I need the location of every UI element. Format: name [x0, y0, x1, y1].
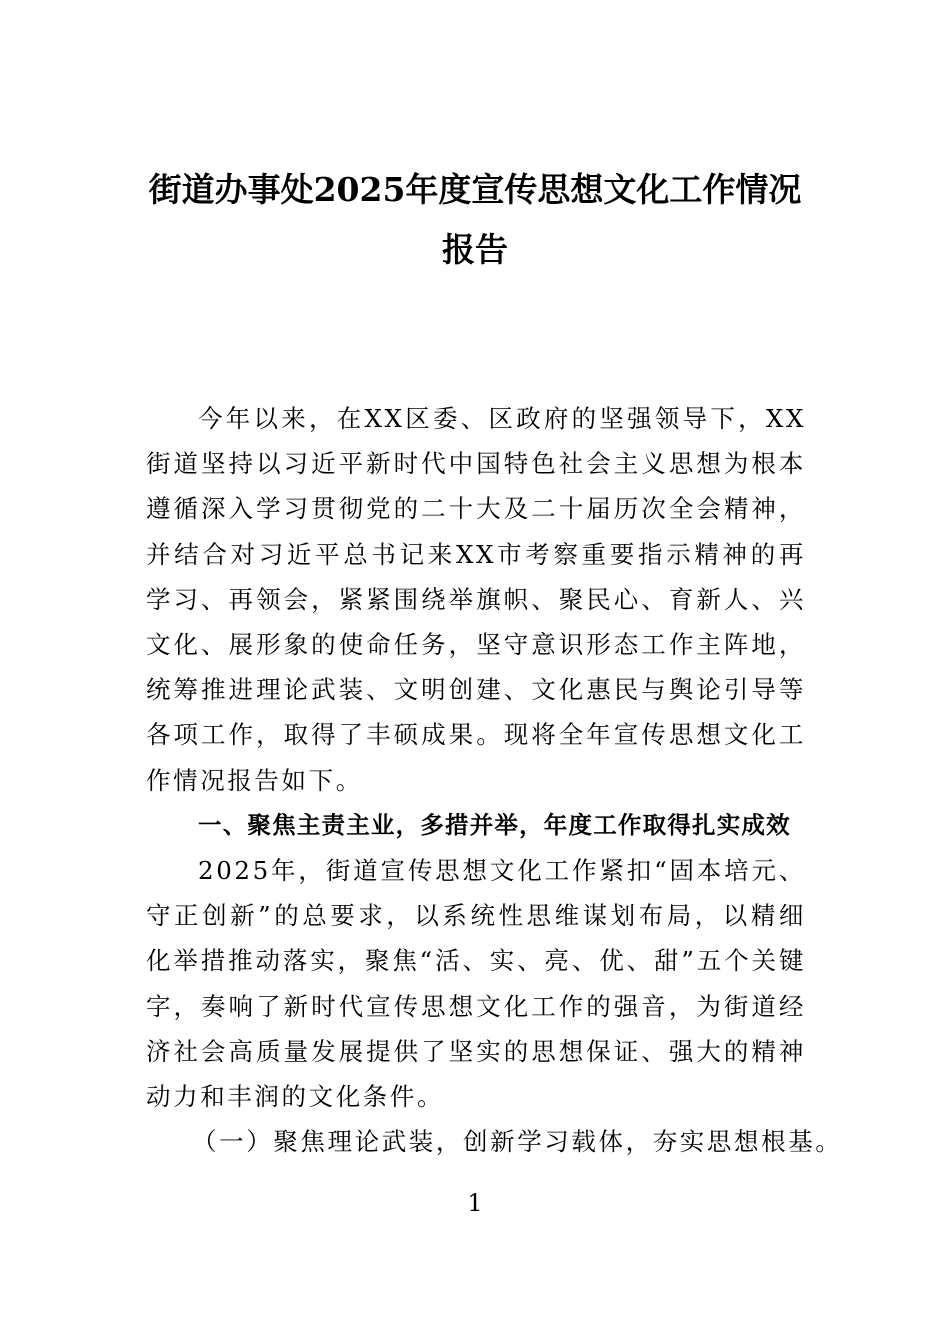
intro-paragraph: 今年以来，在XX区委、区政府的坚强领导下，XX街道坚持以习近平新时代中国特色社会主义思想为根本遵循深入学习贯彻党的二十大及二十届历次全会精神，并结合对习近平总书记来XX市考察重要指示精神的再学习、再领会，紧紧围绕举旗帜、聚民心、育新人、兴文化、展形象的使命任务，坚守意识形态工作主阵地，统筹推进理论武装、文明创建、文化惠民与舆论引导等各项工作，取得了丰硕成果。现将全年宣传思想文化工作情况报告如下。: [146, 404, 806, 795]
document-body: [146, 396, 843, 1164]
section-1-heading: 一、聚焦主责主业，多措并举，年度工作取得扎实成效: [198, 810, 791, 839]
page-number: 1: [467, 1189, 483, 1217]
section-1-paragraph: 2025年，街道宣传思想文化工作紧扣“固本培元、守正创新”的总要求，以系统性思维谋划布局，以精细化举措推动落实，聚焦“活、实、亮、优、甜”五个关键字，奏响了新时代宣传思想文化工作的强音，为街道经济社会高质量发展提供了坚实的思想保证、强大的精神动力和丰润的文化条件。: [146, 856, 806, 1112]
document-title: 街道办事处2025年度宣传思想文化工作情况报告: [148, 170, 802, 269]
subsection-1-heading: （一）聚焦理论武装，创新学习载体，夯实思想根基。: [192, 1127, 843, 1157]
